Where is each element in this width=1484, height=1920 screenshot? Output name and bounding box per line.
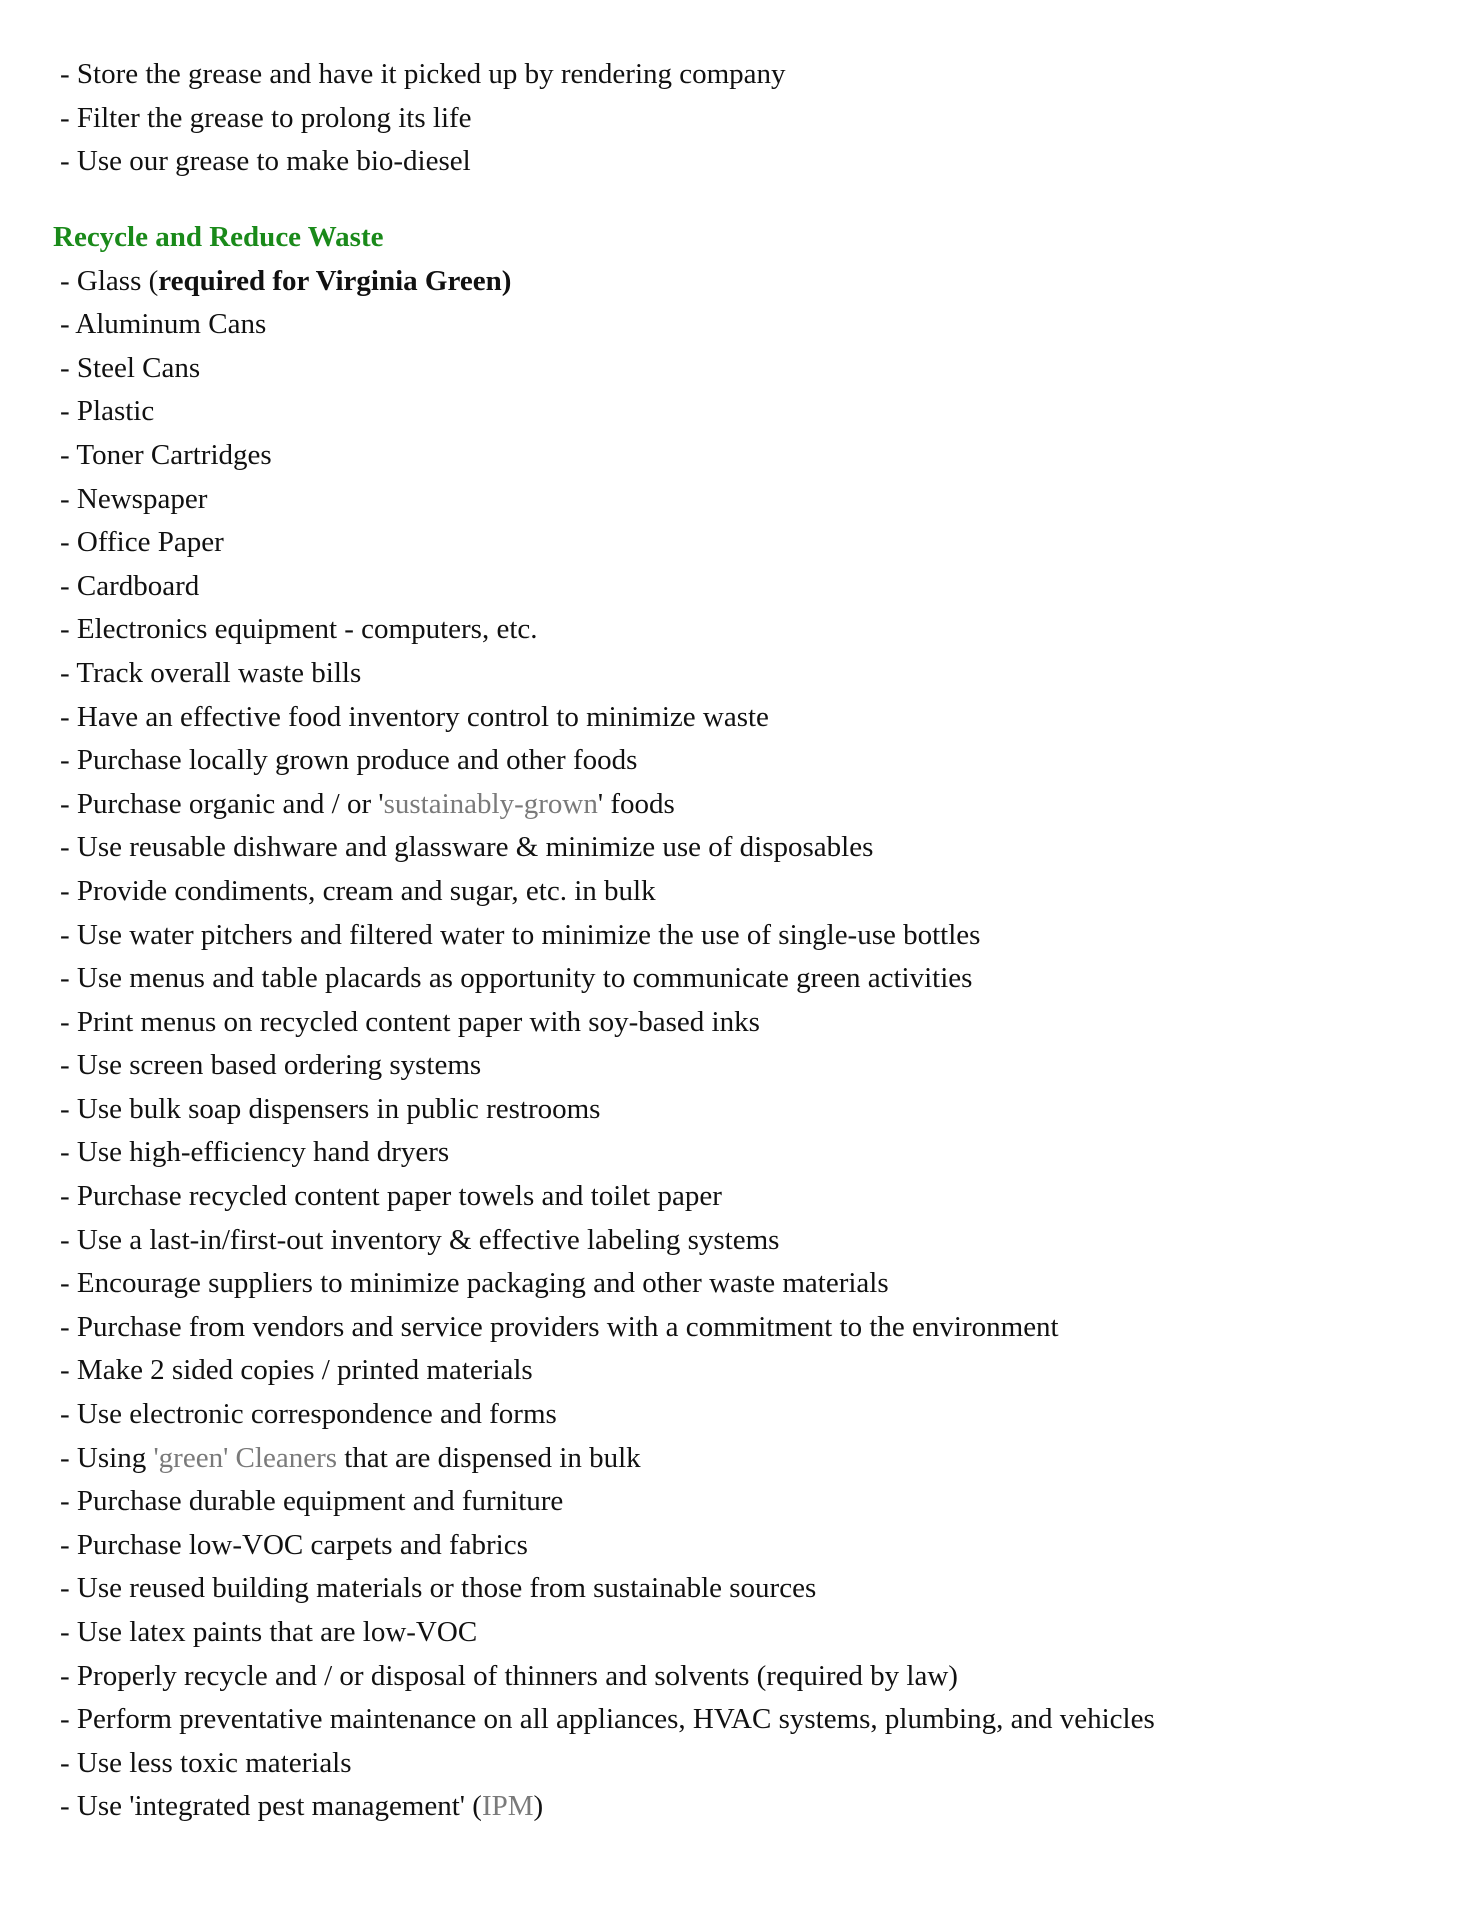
list-item: - Purchase durable equipment and furniture bbox=[60, 1485, 564, 1518]
list-item: - Office Paper bbox=[60, 526, 224, 559]
list-item: - Use reusable dishware and glassware & minimize use of disposables bbox=[60, 831, 874, 864]
list-item: - Electronics equipment - computers, etc. bbox=[60, 613, 538, 646]
cleaners-prefix: - Using bbox=[60, 1441, 154, 1474]
list-item: - Newspaper bbox=[60, 482, 208, 515]
list-item: - Use water pitchers and filtered water to minimize the use of single-use bottles bbox=[60, 918, 981, 951]
list-item: - Encourage suppliers to minimize packaging and other waste materials bbox=[60, 1267, 889, 1300]
ipm-link[interactable]: IPM bbox=[481, 1790, 534, 1823]
grease-list bbox=[60, 53, 1440, 184]
list-item: - Cardboard bbox=[60, 569, 200, 602]
organic-suffix: ' foods bbox=[597, 787, 675, 820]
list-item: - Have an effective food inventory control to minimize waste bbox=[60, 700, 769, 733]
organic-prefix: - Purchase organic and / or ' bbox=[60, 787, 384, 820]
list-item-organic bbox=[60, 783, 1440, 827]
list-item-cleaners bbox=[60, 1437, 1440, 1481]
ipm-prefix: - Use 'integrated pest management' ( bbox=[60, 1790, 482, 1823]
list-item: - Use our grease to make bio-diesel bbox=[60, 145, 471, 178]
list-item: - Purchase locally grown produce and other foods bbox=[60, 744, 638, 777]
list-item: - Track overall waste bills bbox=[60, 656, 362, 689]
list-item: - Aluminum Cans bbox=[60, 308, 267, 341]
list-item: - Use less toxic materials bbox=[60, 1746, 352, 1779]
list-item: - Use menus and table placards as opportunity to communicate green activities bbox=[60, 962, 973, 995]
list-item: - Use latex paints that are low-VOC bbox=[60, 1616, 478, 1648]
list-item: - Print menus on recycled content paper with soy-based inks bbox=[60, 1005, 760, 1038]
cleaners-suffix: that are dispensed in bulk bbox=[337, 1441, 641, 1474]
list-item: - Provide condiments, cream and sugar, etc. in bulk bbox=[60, 874, 656, 907]
list-item: - Purchase recycled content paper towels and toilet paper bbox=[60, 1180, 722, 1213]
recycle-section bbox=[53, 216, 1440, 1829]
list-item: - Store the grease and have it picked up by rendering company bbox=[60, 58, 786, 90]
list-item: - Use bulk soap dispensers in public restrooms bbox=[60, 1092, 601, 1125]
list-item: - Make 2 sided copies / printed materials bbox=[60, 1354, 533, 1387]
list-item: - Perform preventative maintenance on all appliances, HVAC systems, plumbing, and vehicles bbox=[60, 1703, 1155, 1736]
list-item: - Use reused building materials or those from sustainable sources bbox=[60, 1572, 817, 1605]
section-heading: Recycle and Reduce Waste bbox=[53, 221, 384, 253]
sustainably-grown-link[interactable]: sustainably-grown bbox=[383, 787, 598, 820]
list-item-ipm bbox=[60, 1785, 1440, 1829]
list-item: - Filter the grease to prolong its life bbox=[60, 101, 472, 134]
list-item: - Toner Cartridges bbox=[60, 438, 272, 471]
ipm-suffix: ) bbox=[533, 1790, 544, 1823]
list-item-glass bbox=[60, 260, 1440, 304]
list-item: - Use electronic correspondence and forms bbox=[60, 1398, 557, 1431]
list-item: - Properly recycle and / or disposal of thinners and solvents (required by law) bbox=[60, 1659, 958, 1692]
glass-suffix: ) bbox=[501, 264, 512, 297]
list-item: - Use high-efficiency hand dryers bbox=[60, 1136, 450, 1169]
list-item: - Plastic bbox=[60, 395, 155, 428]
list-item: - Use screen based ordering systems bbox=[60, 1049, 482, 1082]
glass-required-note: required for Virginia Green bbox=[158, 264, 502, 297]
list-item: - Use a last-in/first-out inventory & effective labeling systems bbox=[60, 1223, 780, 1256]
green-cleaners-link[interactable]: 'green' Cleaners bbox=[153, 1441, 338, 1474]
list-item: - Steel Cans bbox=[60, 351, 201, 384]
list-item: - Purchase from vendors and service providers with a commitment to the environment bbox=[60, 1310, 1059, 1343]
list-item: - Purchase low-VOC carpets and fabrics bbox=[60, 1528, 528, 1561]
glass-prefix: - Glass ( bbox=[60, 264, 159, 297]
